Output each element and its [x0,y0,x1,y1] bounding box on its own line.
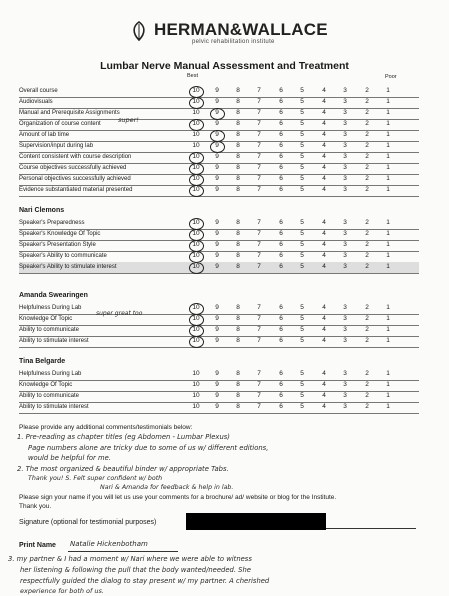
rating-option-7: 7 [257,175,261,182]
rating-option-1: 1 [386,370,390,377]
rating-option-1: 1 [386,109,390,116]
rating-option-8: 8 [236,153,240,160]
rating-option-3: 3 [343,392,347,399]
rating-option-3: 3 [343,186,347,193]
rating-option-8: 8 [236,315,240,322]
rating-option-9: 9 [215,315,219,322]
rating-option-3: 3 [343,219,347,226]
rating-row-label: Personal objectives successfully achieved [19,176,131,182]
rating-option-1: 1 [386,120,390,127]
rating-option-3: 3 [343,326,347,333]
rating-option-10: 10 [189,263,203,270]
print-name-line [68,551,178,552]
rating-option-4: 4 [322,142,326,149]
rating-option-6: 6 [279,175,283,182]
rating-option-6: 6 [279,109,283,116]
rating-option-4: 4 [322,164,326,171]
rating-row-label: Speaker's Knowledge Of Topic [19,231,101,237]
rating-option-4: 4 [322,153,326,160]
rating-option-6: 6 [279,381,283,388]
rating-option-10: 10 [192,403,200,410]
rating-option-9: 9 [215,87,219,94]
rating-option-6: 6 [279,263,283,270]
rating-option-5: 5 [300,315,304,322]
rating-option-2: 2 [365,219,369,226]
rating-option-1: 1 [386,175,390,182]
rating-option-5: 5 [300,153,304,160]
rating-option-7: 7 [257,109,261,116]
rating-option-7: 7 [257,381,261,388]
rating-option-8: 8 [236,109,240,116]
rating-option-5: 5 [300,337,304,344]
rating-option-7: 7 [257,252,261,259]
rating-option-4: 4 [322,175,326,182]
rating-option-4: 4 [322,241,326,248]
scale-poor-label: Poor [385,74,397,80]
rating-option-4: 4 [322,337,326,344]
rating-option-6: 6 [279,252,283,259]
rating-option-4: 4 [322,120,326,127]
rating-option-6: 6 [279,370,283,377]
rating-option-6: 6 [279,304,283,311]
comment-line-3: would be helpful for me. [28,454,111,462]
print-name-label: Print Name [19,542,56,549]
handwritten-note-super-great: super great too [96,310,143,317]
rating-row-label: Course objectives successfully achieved [19,165,127,171]
rating-option-4: 4 [322,252,326,259]
rating-option-9: 9 [215,98,219,105]
rating-option-8: 8 [236,131,240,138]
rating-option-3: 3 [343,381,347,388]
rating-option-5: 5 [300,131,304,138]
rating-option-8: 8 [236,381,240,388]
rating-option-2: 2 [365,263,369,270]
rating-option-5: 5 [300,403,304,410]
rating-row-label: Ability to communicate [19,393,80,399]
handwritten-circle [189,336,204,348]
rating-option-10: 10 [189,315,203,322]
rating-option-2: 2 [365,175,369,182]
rating-row-label: Speaker's Ability to stimulate interest [19,264,117,270]
rating-option-9: 9 [210,109,224,116]
rating-option-7: 7 [257,120,261,127]
rating-option-9: 9 [215,230,219,237]
rating-option-8: 8 [236,87,240,94]
rating-option-6: 6 [279,230,283,237]
rating-option-2: 2 [365,392,369,399]
rating-option-3: 3 [343,304,347,311]
rating-option-1: 1 [386,304,390,311]
rating-option-4: 4 [322,381,326,388]
rating-option-10: 10 [189,337,203,344]
rating-option-7: 7 [257,392,261,399]
comment-3-line-4: experience for both of us. [20,587,104,595]
rating-option-1: 1 [386,337,390,344]
rating-option-7: 7 [257,153,261,160]
comment-line-5: Thank you! S. Felt super confident w/ both [28,475,163,482]
rating-option-3: 3 [343,87,347,94]
rating-option-8: 8 [236,252,240,259]
rating-option-4: 4 [322,370,326,377]
rating-option-6: 6 [279,392,283,399]
rating-option-5: 5 [300,109,304,116]
comment-line-1: 1. Pre-reading as chapter titles (eg Abdomen - Lumbar Plexus) [17,433,230,441]
rating-option-10: 10 [192,131,200,138]
rating-option-5: 5 [300,87,304,94]
rating-row-label: Evidence substantiated material presented [19,187,133,193]
rating-option-9: 9 [210,131,224,138]
rating-option-1: 1 [386,315,390,322]
rating-option-1: 1 [386,153,390,160]
rating-option-2: 2 [365,120,369,127]
rating-option-10: 10 [192,381,200,388]
rating-option-4: 4 [322,87,326,94]
rating-option-5: 5 [300,241,304,248]
rating-option-9: 9 [210,142,224,149]
rating-option-8: 8 [236,230,240,237]
rating-option-9: 9 [215,263,219,270]
logo [128,18,328,50]
rating-option-7: 7 [257,87,261,94]
rating-row-label: Helpfulness During Lab [19,305,82,311]
rating-option-5: 5 [300,142,304,149]
rating-option-3: 3 [343,142,347,149]
rating-option-3: 3 [343,164,347,171]
rating-option-1: 1 [386,87,390,94]
rating-option-7: 7 [257,315,261,322]
rating-option-3: 3 [343,252,347,259]
rating-option-8: 8 [236,175,240,182]
rating-option-9: 9 [215,381,219,388]
permission-prompt: Please sign your name if you will let us use your comments for a brochure/ ad/ website or blog for the Institute. [19,494,337,501]
rating-option-2: 2 [365,326,369,333]
rating-option-7: 7 [257,370,261,377]
rating-option-2: 2 [365,109,369,116]
section-heading-tina: Tina Belgarde [19,358,66,365]
rating-option-1: 1 [386,381,390,388]
rating-row-label: Helpfulness During Lab [19,371,82,377]
form-title: Lumbar Nerve Manual Assessment and Treatment [100,60,349,72]
rating-option-2: 2 [365,315,369,322]
rating-option-4: 4 [322,109,326,116]
rating-row-label: Knowledge Of Topic [19,316,73,322]
rating-option-6: 6 [279,186,283,193]
rating-option-1: 1 [386,219,390,226]
rating-option-10: 10 [192,142,200,149]
rating-option-5: 5 [300,304,304,311]
rating-option-1: 1 [386,392,390,399]
section-heading-amanda: Amanda Swearingen [19,292,88,299]
rating-option-2: 2 [365,381,369,388]
rating-option-9: 9 [215,186,219,193]
scale-best-label: Best [187,73,199,79]
rating-row-label: Manual and Prerequisite Assignments [19,110,120,116]
rating-option-5: 5 [300,230,304,237]
signature-line [326,528,416,529]
rating-option-3: 3 [343,263,347,270]
rating-option-6: 6 [279,164,283,171]
handwritten-note-super: super! [118,116,139,124]
rating-option-9: 9 [215,370,219,377]
rating-option-6: 6 [279,142,283,149]
rating-option-1: 1 [386,186,390,193]
rating-option-7: 7 [257,219,261,226]
rating-option-3: 3 [343,109,347,116]
rating-option-1: 1 [386,263,390,270]
rating-option-1: 1 [386,142,390,149]
rating-option-10: 10 [192,370,200,377]
rating-option-3: 3 [343,131,347,138]
rating-option-2: 2 [365,241,369,248]
rating-option-3: 3 [343,153,347,160]
rating-option-10: 10 [189,326,203,333]
rating-option-10: 10 [189,120,203,127]
rating-option-9: 9 [215,252,219,259]
rating-option-7: 7 [257,142,261,149]
rating-option-10: 10 [189,175,203,182]
comment-line-2: Page numbers alone are tricky due to some of us w/ different editions, [28,444,269,452]
rating-option-8: 8 [236,304,240,311]
rating-option-5: 5 [300,120,304,127]
rating-option-2: 2 [365,403,369,410]
rating-option-4: 4 [322,230,326,237]
rating-option-8: 8 [236,164,240,171]
rating-option-9: 9 [215,219,219,226]
rating-option-2: 2 [365,164,369,171]
leaf-logo-icon [128,20,150,42]
rating-option-7: 7 [257,186,261,193]
rating-option-8: 8 [236,263,240,270]
rating-option-2: 2 [365,337,369,344]
rating-option-9: 9 [215,337,219,344]
rating-option-2: 2 [365,153,369,160]
rating-option-5: 5 [300,326,304,333]
rating-option-7: 7 [257,304,261,311]
rating-option-6: 6 [279,87,283,94]
rating-option-2: 2 [365,230,369,237]
rating-option-7: 7 [257,403,261,410]
rating-option-9: 9 [215,304,219,311]
rating-option-10: 10 [189,230,203,237]
rating-row-label: Content consistent with course description [19,154,132,160]
rating-option-2: 2 [365,142,369,149]
signature-label: Signature (optional for testimonial purposes) [19,519,157,526]
rating-option-2: 2 [365,186,369,193]
rating-option-5: 5 [300,370,304,377]
rating-option-4: 4 [322,98,326,105]
rating-option-1: 1 [386,98,390,105]
rating-option-4: 4 [322,304,326,311]
rating-option-9: 9 [215,153,219,160]
rating-option-10: 10 [192,109,200,116]
rating-option-1: 1 [386,230,390,237]
rating-option-7: 7 [257,337,261,344]
rating-option-5: 5 [300,263,304,270]
rating-option-8: 8 [236,120,240,127]
rating-option-9: 9 [215,392,219,399]
rating-option-2: 2 [365,98,369,105]
section-heading-nari: Nari Clemons [19,207,65,214]
rating-option-3: 3 [343,403,347,410]
rating-option-8: 8 [236,186,240,193]
rating-option-6: 6 [279,337,283,344]
rating-option-10: 10 [189,241,203,248]
rating-option-3: 3 [343,98,347,105]
rating-option-4: 4 [322,186,326,193]
rating-option-6: 6 [279,153,283,160]
rating-option-1: 1 [386,252,390,259]
rating-option-1: 1 [386,131,390,138]
rating-row-label: Speaker's Ability to communicate [19,253,107,259]
rating-option-7: 7 [257,131,261,138]
rating-option-5: 5 [300,175,304,182]
rating-option-10: 10 [189,153,203,160]
rating-option-10: 10 [189,164,203,171]
rating-option-3: 3 [343,337,347,344]
rating-option-2: 2 [365,304,369,311]
rating-option-3: 3 [343,370,347,377]
comment-line-6: Nari & Amanda for feedback & help in lab. [100,484,234,491]
thank-you-text: Thank you. [19,503,52,510]
rating-option-10: 10 [189,186,203,193]
rating-option-7: 7 [257,326,261,333]
rating-row [19,336,419,348]
rating-option-4: 4 [322,263,326,270]
rating-option-10: 10 [189,87,203,94]
rating-option-10: 10 [189,304,203,311]
rating-option-3: 3 [343,315,347,322]
rating-option-2: 2 [365,252,369,259]
rating-option-5: 5 [300,392,304,399]
rating-option-9: 9 [215,326,219,333]
rating-option-2: 2 [365,131,369,138]
rating-option-5: 5 [300,98,304,105]
rating-option-5: 5 [300,186,304,193]
rating-option-4: 4 [322,131,326,138]
rating-option-3: 3 [343,175,347,182]
rating-option-4: 4 [322,219,326,226]
rating-option-9: 9 [215,120,219,127]
rating-row [19,185,419,197]
rating-option-7: 7 [257,230,261,237]
rating-row-label: Overall course [19,88,58,94]
rating-option-10: 10 [189,252,203,259]
rating-option-2: 2 [365,370,369,377]
rating-option-9: 9 [215,175,219,182]
rating-option-8: 8 [236,142,240,149]
rating-option-3: 3 [343,241,347,248]
rating-option-6: 6 [279,120,283,127]
rating-row-label: Ability to stimulate interest [19,404,89,410]
rating-option-8: 8 [236,241,240,248]
rating-option-6: 6 [279,131,283,138]
rating-row-label: Audiovisuals [19,99,53,105]
rating-row-label: Organization of course content [19,121,101,127]
rating-row-label: Speaker's Presentation Style [19,242,96,248]
rating-option-4: 4 [322,326,326,333]
logo-wordmark: HERMAN&WALLACE [154,20,328,39]
rating-option-8: 8 [236,326,240,333]
rating-option-1: 1 [386,403,390,410]
comment-3-line-2: her listening & following the pull that the body wanted/needed. She [20,566,251,574]
logo-subtitle: pelvic rehabilitation institute [192,39,275,45]
handwritten-circle [189,262,204,274]
rating-option-1: 1 [386,241,390,248]
rating-row-label: Speaker's Preparedness [19,220,85,226]
rating-option-1: 1 [386,326,390,333]
rating-option-10: 10 [189,98,203,105]
rating-option-10: 10 [189,219,203,226]
rating-option-4: 4 [322,403,326,410]
rating-option-5: 5 [300,164,304,171]
rating-option-4: 4 [322,315,326,322]
rating-option-7: 7 [257,241,261,248]
rating-row [19,262,419,274]
rating-row [19,402,419,414]
rating-row-label: Supervision/input during lab [19,143,94,149]
rating-option-6: 6 [279,241,283,248]
rating-option-10: 10 [192,392,200,399]
rating-option-5: 5 [300,252,304,259]
rating-option-2: 2 [365,87,369,94]
printed-name: Natalie Hickenbotham [70,540,148,548]
rating-option-8: 8 [236,370,240,377]
rating-option-9: 9 [215,164,219,171]
rating-option-9: 9 [215,403,219,410]
rating-option-1: 1 [386,164,390,171]
rating-row-label: Ability to stimulate interest [19,338,89,344]
signature-redaction [186,513,326,530]
rating-row-label: Amount of lab time [19,132,70,138]
rating-option-7: 7 [257,98,261,105]
comment-3-line-3: respectfully guided the dialog to stay present w/ my partner. A cherished [20,577,270,585]
rating-option-8: 8 [236,403,240,410]
comments-prompt: Please provide any additional comments/testimonials below: [19,424,193,431]
rating-row-label: Ability to communicate [19,327,80,333]
rating-option-6: 6 [279,98,283,105]
rating-option-3: 3 [343,230,347,237]
rating-option-8: 8 [236,219,240,226]
rating-option-8: 8 [236,98,240,105]
rating-option-8: 8 [236,392,240,399]
rating-option-6: 6 [279,326,283,333]
rating-option-5: 5 [300,219,304,226]
comment-line-4: 2. The most organized & beautiful binder w/ appropriate Tabs. [17,465,229,473]
rating-option-6: 6 [279,219,283,226]
rating-option-7: 7 [257,164,261,171]
rating-option-7: 7 [257,263,261,270]
rating-option-3: 3 [343,120,347,127]
comment-3-line-1: 3. my partner & I had a moment w/ Nari where we were able to witness [8,555,252,563]
rating-option-8: 8 [236,337,240,344]
handwritten-circle [189,185,204,197]
rating-option-5: 5 [300,381,304,388]
rating-option-9: 9 [215,241,219,248]
rating-option-4: 4 [322,392,326,399]
rating-option-6: 6 [279,403,283,410]
rating-option-6: 6 [279,315,283,322]
rating-row-label: Knowledge Of Topic [19,382,73,388]
